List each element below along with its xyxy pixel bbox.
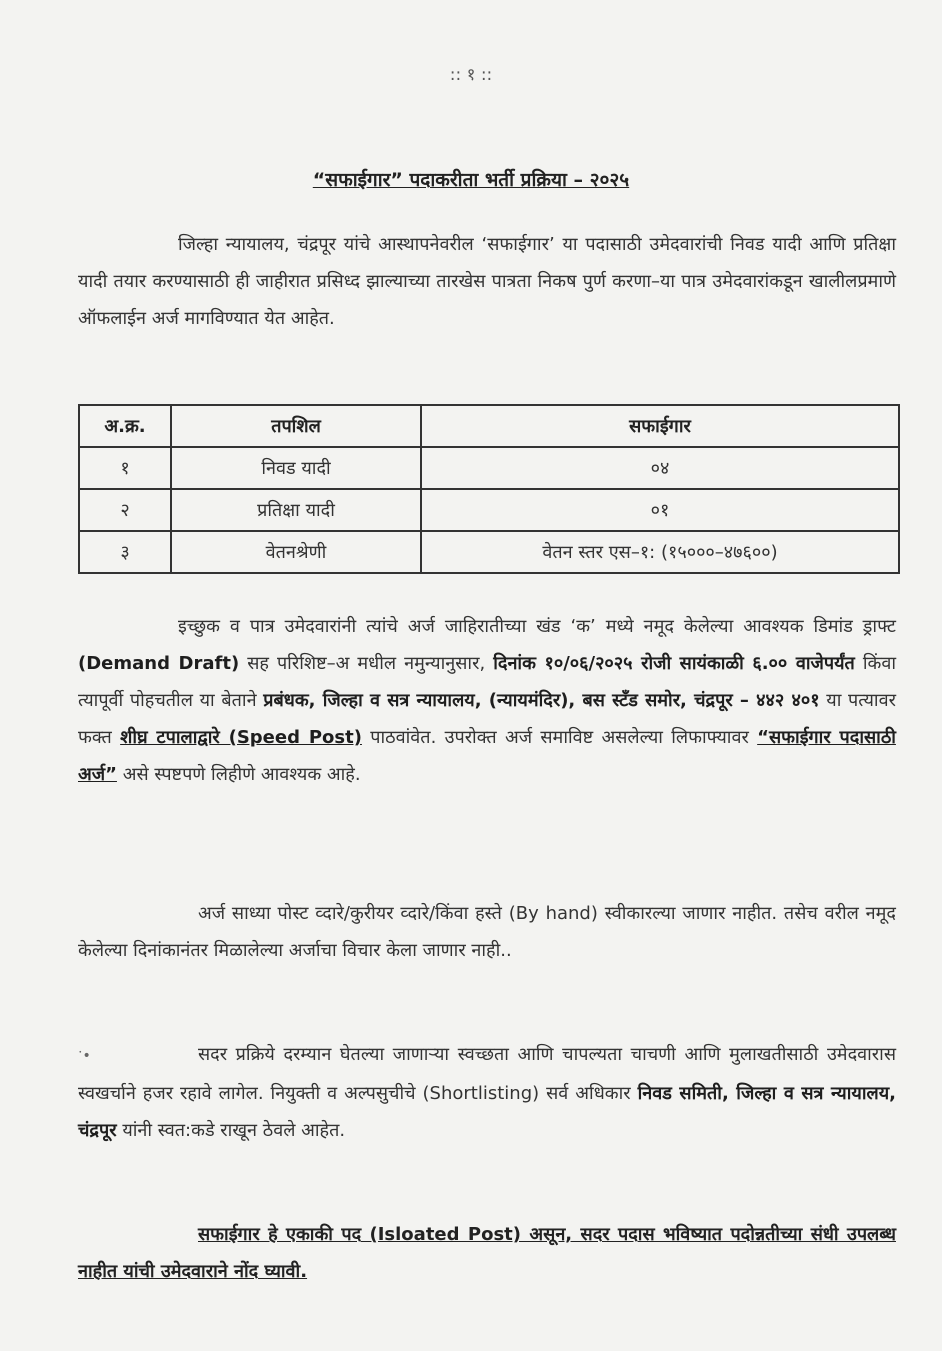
selection-paragraph — [78, 1036, 896, 1149]
table-cell: १ — [79, 447, 171, 489]
intro-paragraph — [78, 226, 896, 337]
table-cell: २ — [79, 489, 171, 531]
submission-paragraph — [78, 895, 896, 969]
stray-mark: ॱ• — [78, 1048, 91, 1064]
table-header-row — [79, 405, 899, 447]
table-cell: ०१ — [421, 489, 899, 531]
page-number: :: १ :: — [449, 65, 493, 85]
table-header-cell: अ.क्र. — [79, 405, 171, 447]
para-text: यांनी स्वत:कडे राखून ठेवले आहेत. — [122, 1120, 346, 1141]
table-row — [79, 489, 899, 531]
application-paragraph — [78, 608, 896, 793]
note-text: सफाईगार हे एकाकी पद (Isloated Post) असून, सदर पदास भविष्यात पदोन्नतीच्या संधी उपलब्ध नाहीत यांची उमेदवाराने नोंद घ्यावी. — [78, 1224, 896, 1282]
para-text: इच्छुक व पात्र उमेदवारांनी त्यांचे अर्ज जाहिरातीच्या खंड ‘क’ मध्ये नमूद केलेल्या आवश्यक डिमांड ड्राफ्ट — [178, 616, 896, 637]
speed-post-text: शीघ्र टपालाद्वारे (Speed Post) — [120, 727, 362, 748]
para-text: पाठवांवेत. उपरोक्त अर्ज समाविष्ट असलेल्या लिफाफ्यावर — [370, 727, 749, 748]
envelope-label-text: “सफाईगार पदासाठी अर्ज” — [78, 727, 896, 785]
para-text: असे स्पष्टपणे लिहीणे आवश्यक आहे. — [122, 764, 361, 785]
intro-text: जिल्हा न्यायालय, चंद्रपूर यांचे आस्थापनेवरील ‘सफाईगार’ या पदासाठी उमेदवारांची निवड यादी आणि प्रतिक्षा यादी तयार करण्यासाठी ही जाहीरात प्रसिध्द झाल्याच्या तारखेस पात्रता निकष पुर्ण करणा–या पात्र उमेदवारांकडून खालीलप्रमाणे ऑफलाईन अर्ज मागविण्यात येत आहेत. — [78, 234, 896, 329]
page-title: “सफाईगार” पदाकरीता भर्ती प्रक्रिया – २०२५ — [312, 169, 630, 191]
deadline-text: दिनांक १०/०६/२०२५ रोजी सायंकाळी ६.०० वाजेपर्यंत — [493, 653, 855, 674]
table-cell: वेतन स्तर एस–१: (१५०००–४७६००) — [421, 531, 899, 573]
isolated-post-note — [78, 1216, 896, 1290]
table-row — [79, 447, 899, 489]
table-cell: ३ — [79, 531, 171, 573]
table-cell: निवड यादी — [171, 447, 421, 489]
address-text: प्रबंधक, जिल्हा व सत्र न्यायालय, (न्यायमंदिर), बस स्टॅंड समोर, चंद्रपूर – ४४२ ४०१ — [263, 690, 820, 711]
table-header-cell: तपशिल — [171, 405, 421, 447]
table-cell: प्रतिक्षा यादी — [171, 489, 421, 531]
vacancy-table — [78, 404, 900, 574]
table-cell: वेतनश्रेणी — [171, 531, 421, 573]
table-row — [79, 531, 899, 573]
para-text: किंवा त्यापूर्वी पोहचतील या बेताने — [78, 653, 896, 711]
committee-text: निवड समिती, जिल्हा व सत्र न्यायालय, चंद्रपूर — [78, 1083, 896, 1141]
para-text: सह परिशिष्ट–अ मधील नमुन्यानुसार, — [247, 653, 486, 674]
table-cell: ०४ — [421, 447, 899, 489]
bold-text: (Demand Draft) — [78, 653, 240, 674]
para-text: सदर प्रक्रिये दरम्यान घेतल्या जाणाऱ्या स्वच्छता आणि चापल्यता चाचणी आणि मुलाखतीसाठी उमेदवारास स्वखर्चाने हजर रहावे लागेल. नियुक्ती व अल्पसुचीचे (Shortlisting) सर्व अधिकार — [78, 1044, 896, 1104]
para-text: या पत्यावर फक्त — [78, 690, 896, 748]
table-header-cell: सफाईगार — [421, 405, 899, 447]
para-text: अर्ज साध्या पोस्ट व्दारे/कुरीयर व्दारे/किंवा हस्ते (By hand) स्वीकारल्या जाणार नाहीत. तसेच वरील नमूद केलेल्या दिनांकानंतर मिळालेल्या अर्जाचा विचार केला जाणार नाही.. — [78, 903, 896, 961]
